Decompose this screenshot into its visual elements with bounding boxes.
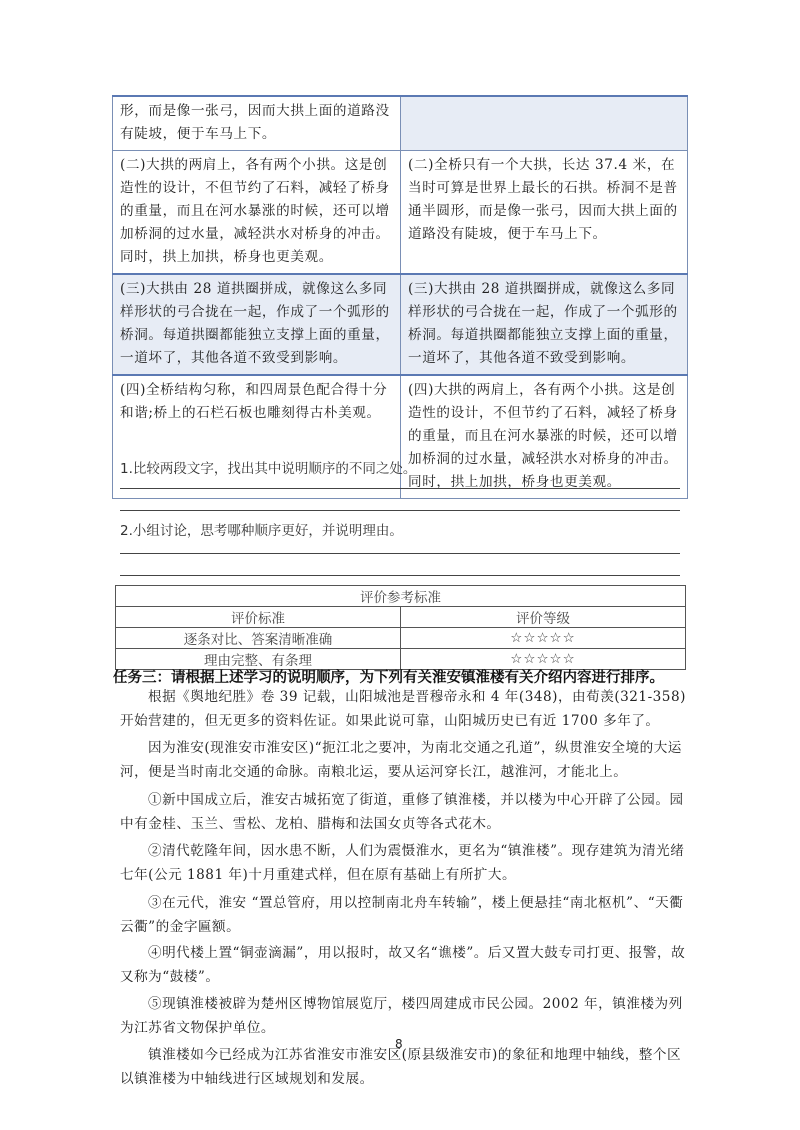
paragraph: ①新中国成立后，淮安古城拓宽了街道，重修了镇淮楼，并以楼为中心开辟了公园。园中有金桂、玉兰、雪松、龙柏、腊梅和法国女贞等各式花木。 — [120, 792, 684, 832]
paragraph: ②清代乾隆年间，因水患不断，人们为震慑淮水，更名为“镇淮楼”。现存建筑为清光绪七年(公元 1881 年)十月重建式样，但在原有基础上有所扩大。 — [120, 843, 685, 883]
answer-line[interactable] — [120, 553, 680, 554]
star-rating[interactable]: ☆☆☆☆☆ — [401, 649, 686, 670]
evaluation-table — [115, 585, 686, 670]
paragraph: ③在元代，淮安 “置总管府，用以控制南北舟车转输”，楼上便悬挂“南北枢机”、“天衢云衢”的金字匾额。 — [120, 895, 684, 935]
table-cell-right: (四)大拱的两肩上，各有两个小拱。这是创造性的设计，不但节约了石料，减轻了桥身的重量，而且在河水暴涨的时候，还可以增加桥洞的过水量，减轻洪水对桥身的冲击。同时，拱上加拱，桥身也更美观。 — [401, 375, 688, 499]
table-cell-left: (四)全桥结构匀称，和四周景色配合得十分和谐;桥上的石栏石板也雕刻得古朴美观。 — [113, 375, 401, 499]
evaluation-title-row — [116, 586, 686, 607]
table-row — [113, 96, 688, 151]
table-row-highlighted — [113, 274, 688, 375]
answer-line[interactable] — [120, 488, 680, 489]
table-cell-right: (二)全桥只有一个大拱，长达 37.4 米，在当时可算是世界上最长的石拱。桥洞不是普通半圆形，而是像一张弓，因而大拱上面的道路没有陡坡，便于车马上下。 — [401, 151, 688, 275]
paragraph: ④明代楼上置“铜壶滴漏”，用以报时，故又名“谯楼”。后又置大鼓专司打更、报警，故又称为“鼓楼”。 — [120, 945, 686, 985]
task-heading: 任务三：请根据上述学习的说明顺序，为下列有关淮安镇淮楼有关介绍内容进行排序。 — [113, 670, 664, 686]
table-row — [113, 151, 688, 275]
table-cell-left: 形，而是像一张弓，因而大拱上面的道路没有陡坡，便于车马上下。 — [113, 96, 401, 151]
evaluation-title: 评价参考标准 — [116, 586, 686, 607]
page-number: 8 — [395, 1037, 403, 1051]
table-row — [116, 628, 686, 649]
paragraph: 镇淮楼如今已经成为江苏省淮安市淮安区(原县级淮安市)的象征和地理中轴线，整个区以镇淮楼为中轴线进行区域规划和发展。 — [120, 1047, 682, 1087]
column-header: 评价标准 — [116, 607, 401, 628]
question-1: 1.比较两段文字，找出其中说明顺序的不同之处。 — [120, 461, 417, 477]
table-cell-right: (三)大拱由 28 道拱圈拼成，就像这么多同样形状的弓合拢在一起，作成了一个弧形的桥洞。每道拱圈都能独立支撑上面的重量，一道坏了，其他各道不致受到影响。 — [401, 274, 688, 375]
paragraph: 根据《舆地纪胜》卷 39 记载，山阳城池是晋穆帝永和 4 年(348)，由荀羡(321-358)开始营建的，但无更多的资料佐证。如果此说可靠，山阳城历史已有近 1700 多年了。 — [120, 689, 686, 729]
table-cell-left: (二)大拱的两肩上，各有两个小拱。这是创造性的设计，不但节约了石料，减轻了桥身的重量，而且在河水暴涨的时候，还可以增加桥洞的过水量，减轻洪水对桥身的冲击。同时，拱上加拱，桥身也更美观。 — [113, 151, 401, 275]
answer-line[interactable] — [120, 510, 680, 511]
criterion-cell: 逐条对比、答案清晰准确 — [116, 628, 401, 649]
star-rating[interactable]: ☆☆☆☆☆ — [401, 628, 686, 649]
evaluation-header-row — [116, 607, 686, 628]
question-2: 2.小组讨论，思考哪种顺序更好，并说明理由。 — [120, 523, 403, 539]
paragraph: ⑤现镇淮楼被辟为楚州区博物馆展览厅，楼四周建成市民公园。2002 年，镇淮楼为列为江苏省文物保护单位。 — [120, 996, 683, 1036]
paragraph: 因为淮安(现淮安市淮安区)“扼江北之要冲，为南北交通之孔道”，纵贯淮安全境的大运河，便是当时南北交通的命脉。南粮北运，要从运河穿长江，越淮河，才能北上。 — [120, 740, 682, 780]
answer-line[interactable] — [120, 575, 680, 576]
table-cell-left: (三)大拱由 28 道拱圈拼成，就像这么多同样形状的弓合拢在一起，作成了一个弧形的桥洞。每道拱圈都能独立支撑上面的重量，一道坏了，其他各道不致受到影响。 — [113, 274, 401, 375]
comparison-table — [112, 95, 688, 499]
criterion-cell: 理由完整、有条理 — [116, 649, 401, 670]
table-row — [113, 375, 688, 499]
table-cell-right — [401, 96, 688, 151]
column-header: 评价等级 — [401, 607, 686, 628]
